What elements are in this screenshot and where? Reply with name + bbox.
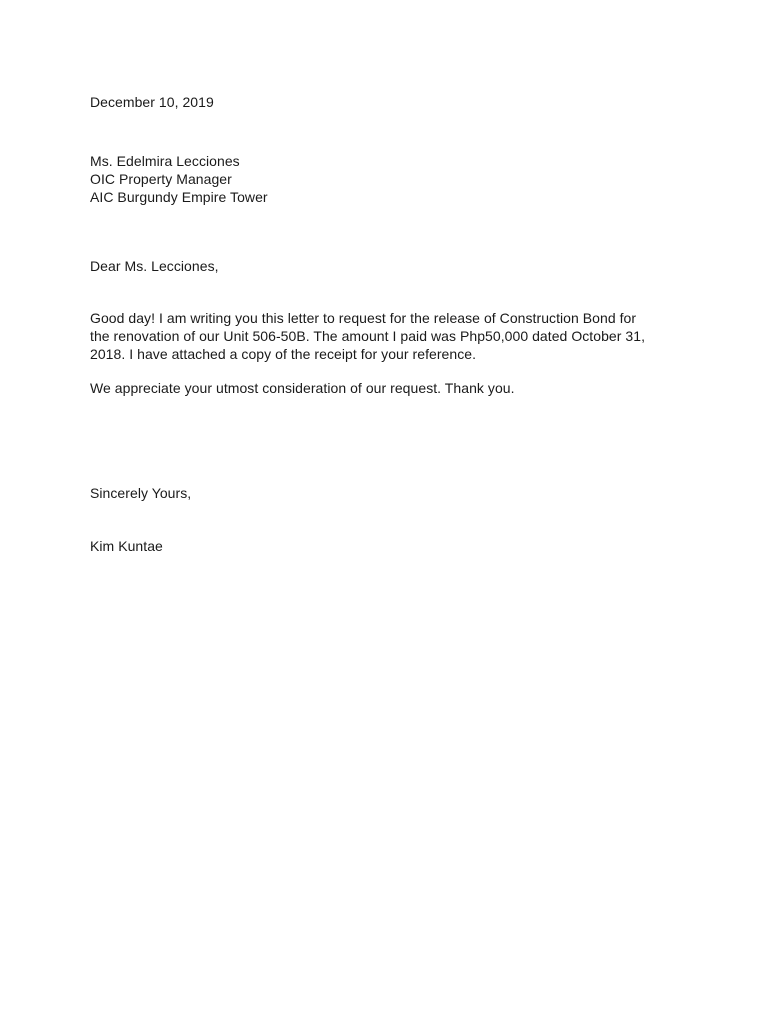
salutation-text: Dear Ms. Lecciones, — [90, 258, 219, 274]
recipient-organization: AIC Burgundy Empire Tower — [90, 189, 268, 205]
body-paragraph-2-text: We appreciate your utmost consideration of our request. Thank you. — [90, 380, 515, 396]
date-text: December 10, 2019 — [90, 94, 214, 110]
body-paragraph-2 — [90, 379, 690, 397]
recipient-title: OIC Property Manager — [90, 171, 232, 187]
recipient-name: Ms. Edelmira Lecciones — [90, 153, 240, 169]
complimentary-closing — [90, 484, 690, 502]
letter-date — [90, 93, 690, 111]
signature-name: Kim Kuntae — [90, 538, 163, 554]
signature-block — [90, 537, 690, 555]
body-paragraph-1 — [90, 309, 690, 363]
salutation — [90, 257, 690, 275]
recipient-address-block — [90, 152, 690, 206]
closing-text: Sincerely Yours, — [90, 485, 192, 501]
body-paragraph-1-line: the renovation of our Unit 506-50B. The amount I paid was Php50,000 dated October 31, — [90, 328, 646, 344]
body-paragraph-1-line: 2018. I have attached a copy of the receipt for your reference. — [90, 346, 477, 362]
body-paragraph-1-line: Good day! I am writing you this letter to request for the release of Construction Bond for — [90, 310, 637, 326]
